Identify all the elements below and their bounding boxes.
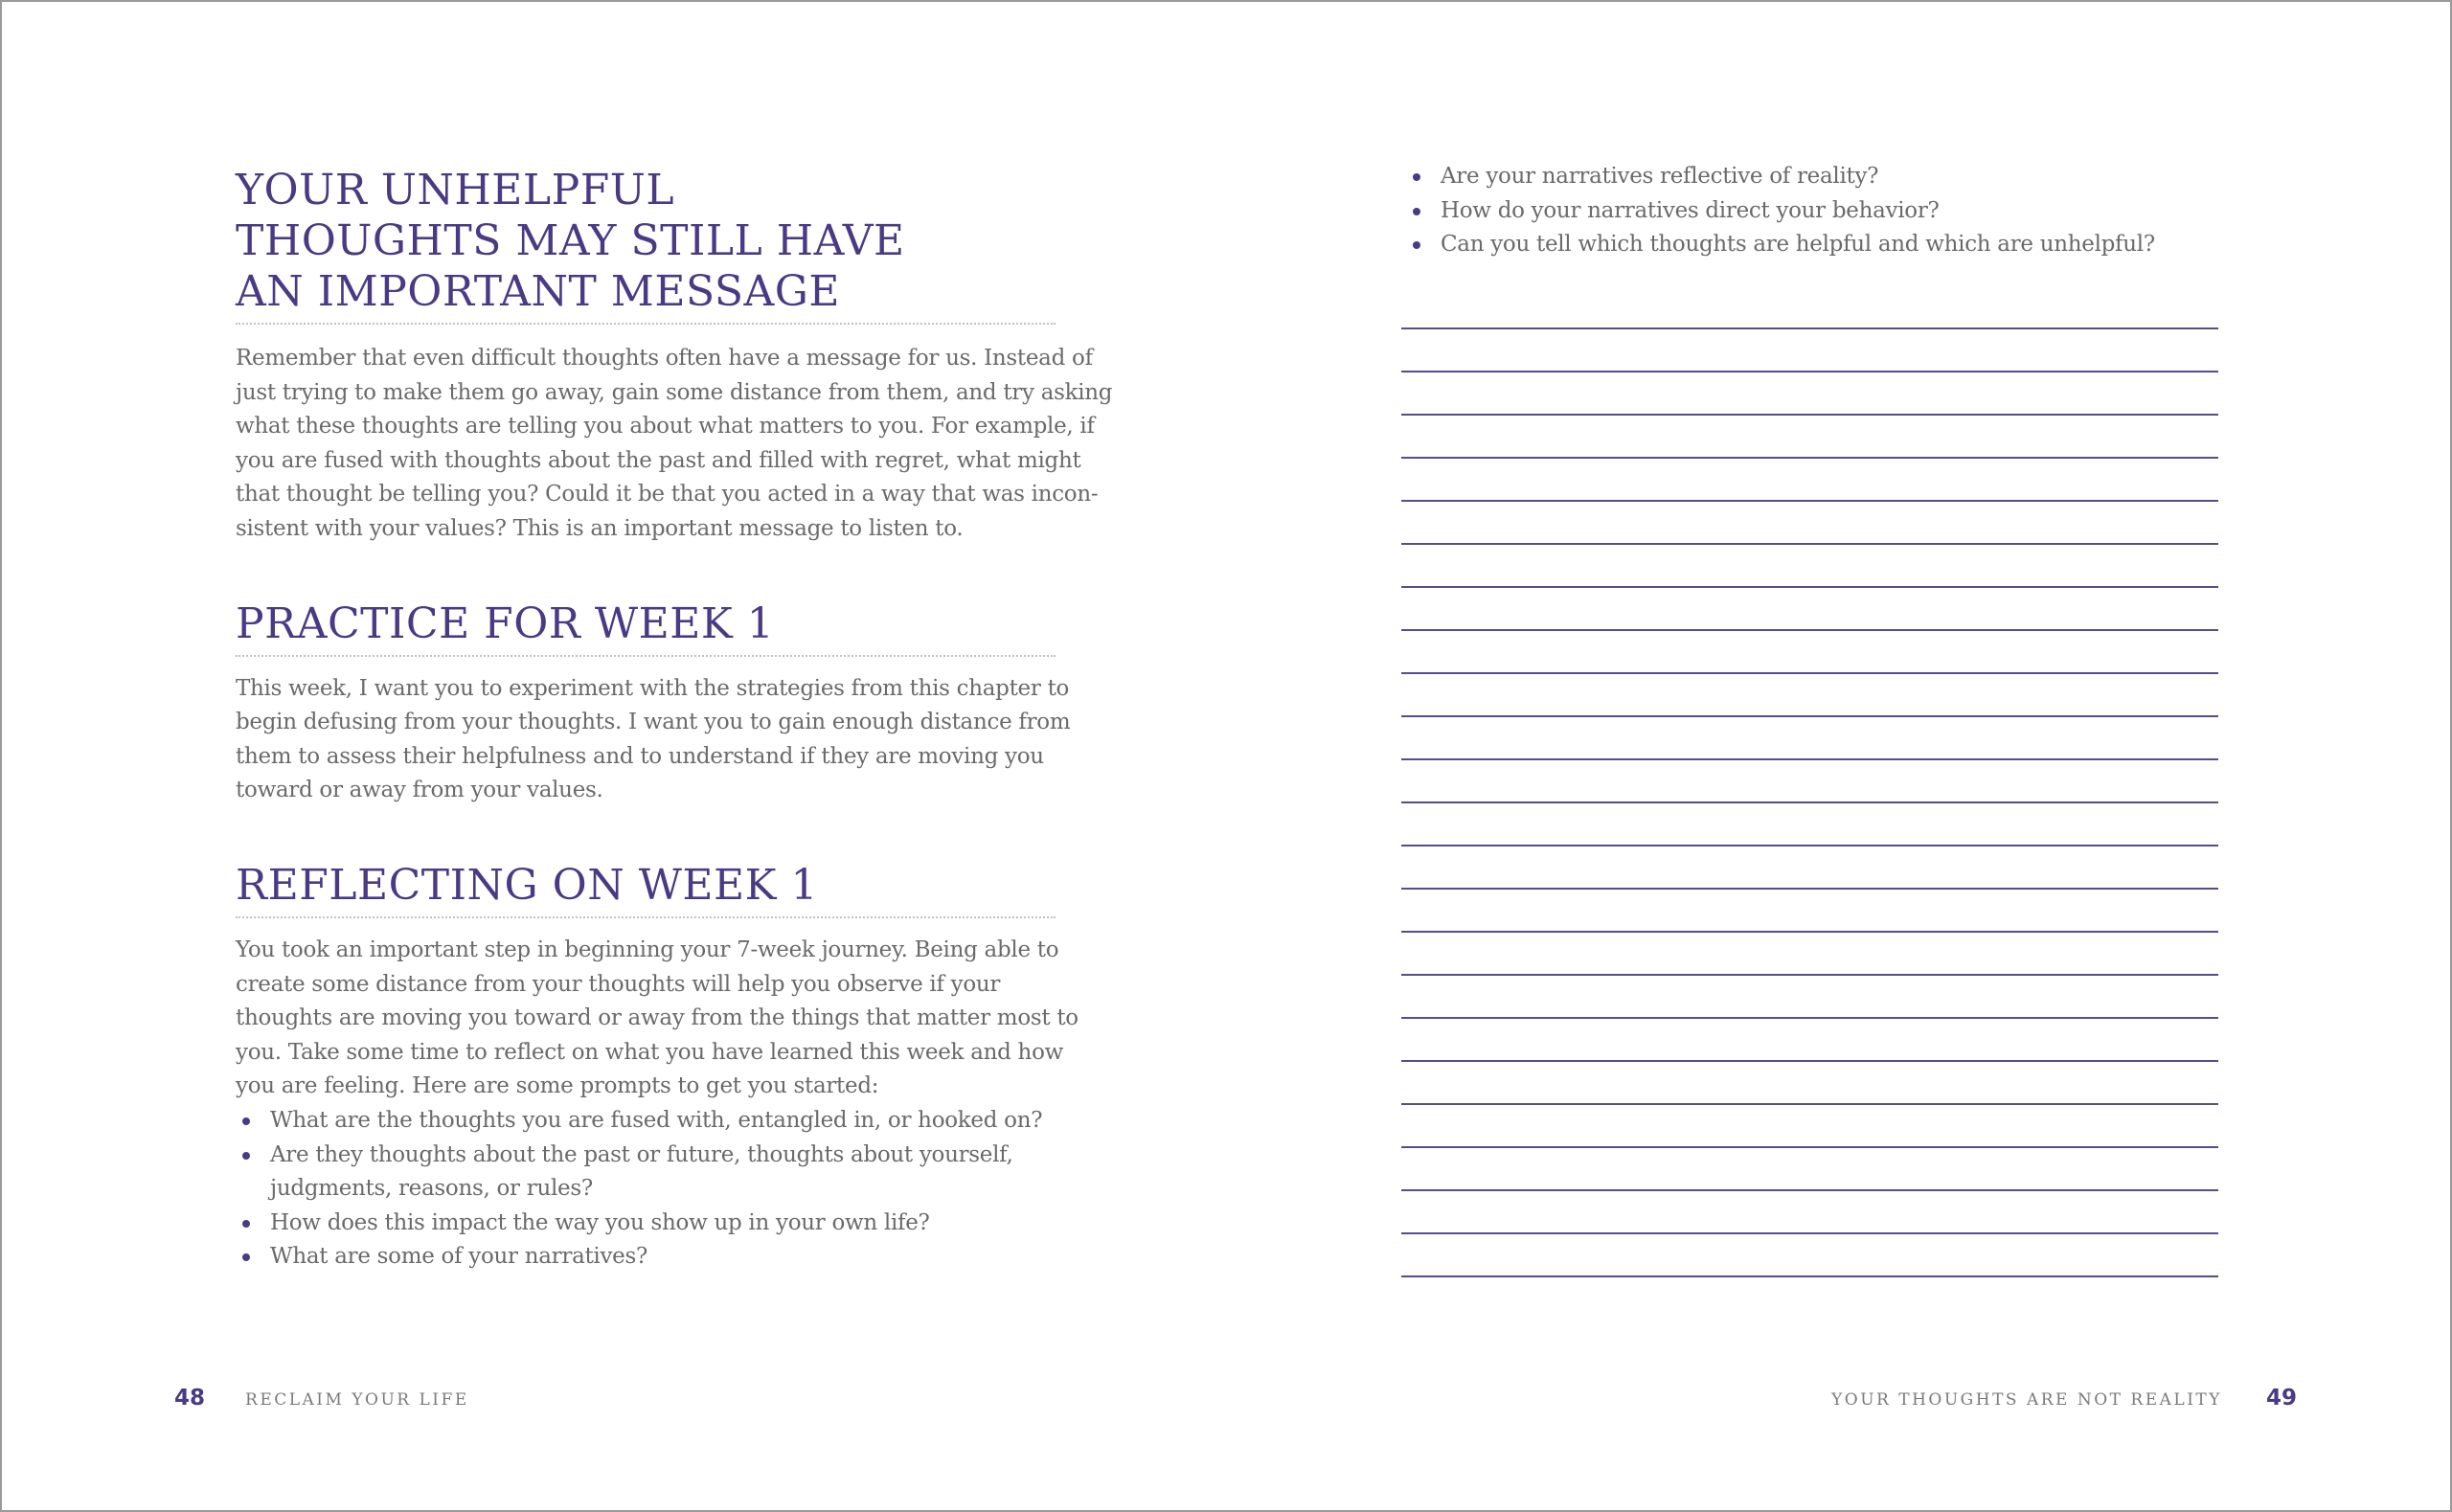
section-heading-unhelpful-thoughts — [236, 165, 1056, 325]
heading-line: YOUR UNHELPFUL — [236, 166, 675, 214]
left-page-footer — [174, 1386, 469, 1410]
list-item-text: What are the thoughts you are fused with, entangled in, or hooked on? — [270, 1107, 1043, 1133]
list-item — [236, 1207, 1056, 1241]
body-line: This week, I want you to experiment with the strategies from this chapter to — [236, 675, 1070, 701]
section-body-reflecting — [236, 934, 1078, 1104]
body-line: just trying to make them go away, gain some distance from them, and try asking — [236, 379, 1113, 405]
body-line: thoughts are moving you toward or away from the things that matter most to — [236, 1005, 1078, 1031]
running-head: RECLAIM YOUR LIFE — [245, 1390, 469, 1410]
writing-line[interactable] — [1401, 931, 2218, 974]
right-page-footer — [1831, 1386, 2297, 1410]
bullet-icon — [1413, 241, 1420, 249]
writing-line[interactable] — [1401, 974, 2218, 1017]
writing-line[interactable] — [1401, 457, 2218, 500]
writing-line[interactable] — [1401, 543, 2218, 586]
section-reflecting — [236, 860, 1078, 1275]
right-page — [1226, 2, 2450, 1510]
page-number: 49 — [2265, 1386, 2297, 1410]
list-item-text: Are your narratives reflective of reality? — [1441, 164, 1879, 189]
body-line: toward or away from your values. — [236, 778, 603, 803]
section-heading-practice: PRACTICE FOR WEEK 1 — [236, 598, 1056, 657]
bullet-icon — [1413, 173, 1420, 181]
writing-line[interactable] — [1401, 1146, 2218, 1189]
list-item-text: How does this impact the way you show up in your own life? — [270, 1209, 930, 1235]
body-line: you are fused with thoughts about the past and filled with regret, what might — [236, 447, 1081, 473]
left-page-content — [236, 165, 1113, 1275]
writing-line[interactable] — [1401, 1232, 2218, 1275]
body-line: begin defusing from your thoughts. I want you to gain enough distance from — [236, 710, 1071, 735]
section-heading-reflecting: REFLECTING ON WEEK 1 — [236, 860, 1056, 918]
bullet-icon — [242, 1253, 250, 1261]
writing-line[interactable] — [1401, 1017, 2218, 1060]
section-body-unhelpful-thoughts — [236, 342, 1113, 547]
reflection-prompts-list — [236, 1104, 1056, 1275]
writing-line[interactable] — [1401, 414, 2218, 457]
body-line: Remember that even difficult thoughts often have a message for us. Instead of — [236, 346, 1093, 371]
heading-line: THOUGHTS MAY STILL HAVE — [236, 216, 905, 265]
list-item — [236, 1240, 1056, 1275]
bullet-icon — [242, 1152, 250, 1160]
writing-line[interactable] — [1401, 327, 2218, 371]
writing-line[interactable] — [1401, 672, 2218, 715]
list-item — [236, 1104, 1056, 1139]
body-line: sistent with your values? This is an important message to listen to. — [236, 515, 964, 541]
list-item — [1406, 228, 2268, 262]
body-line: what these thoughts are telling you about what matters to you. For example, if — [236, 414, 1095, 440]
page-number: 48 — [174, 1386, 206, 1410]
writing-line[interactable] — [1401, 500, 2218, 543]
writing-line[interactable] — [1401, 845, 2218, 888]
running-head: YOUR THOUGHTS ARE NOT REALITY — [1831, 1390, 2222, 1410]
writing-line[interactable] — [1401, 888, 2218, 931]
list-item-text: Can you tell which thoughts are helpful and which are unhelpful? — [1441, 232, 2155, 258]
journal-writing-area[interactable] — [1401, 327, 2218, 1319]
writing-line[interactable] — [1401, 1103, 2218, 1146]
writing-line[interactable] — [1401, 629, 2218, 672]
left-page — [2, 2, 1226, 1510]
list-item-text: How do your narratives direct your behavior? — [1441, 197, 1940, 223]
body-line: that thought be telling you? Could it be that you acted in a way that was incon- — [236, 482, 1099, 508]
list-item-text: What are some of your narratives? — [270, 1244, 648, 1270]
bullet-icon — [242, 1117, 250, 1125]
writing-line[interactable] — [1401, 715, 2218, 758]
body-line: you are feeling. Here are some prompts to get you started: — [236, 1073, 879, 1099]
writing-line[interactable] — [1401, 1275, 2218, 1319]
writing-line[interactable] — [1401, 758, 2218, 801]
writing-line[interactable] — [1401, 1060, 2218, 1103]
bullet-icon — [242, 1220, 250, 1228]
list-item — [236, 1139, 1056, 1207]
writing-line[interactable] — [1401, 1189, 2218, 1232]
list-item-text: judgments, reasons, or rules? — [270, 1176, 593, 1202]
writing-line[interactable] — [1401, 371, 2218, 414]
writing-line[interactable] — [1401, 586, 2218, 629]
heading-line: AN IMPORTANT MESSAGE — [236, 267, 841, 316]
body-line: You took an important step in beginning your 7-week journey. Being able to — [236, 937, 1059, 962]
section-body-practice — [236, 672, 1071, 808]
reflection-prompts-list-continued — [1406, 160, 2268, 262]
list-item — [1406, 160, 2268, 194]
writing-line[interactable] — [1401, 801, 2218, 845]
section-practice — [236, 598, 1071, 808]
body-line: create some distance from your thoughts will help you observe if your — [236, 971, 1001, 997]
bullet-icon — [1413, 208, 1420, 215]
list-item-text: Are they thoughts about the past or future, thoughts about yourself, — [270, 1141, 1013, 1167]
body-line: them to assess their helpfulness and to understand if they are moving you — [236, 743, 1044, 769]
list-item — [1406, 194, 2268, 229]
body-line: you. Take some time to reflect on what you have learned this week and how — [236, 1039, 1064, 1065]
